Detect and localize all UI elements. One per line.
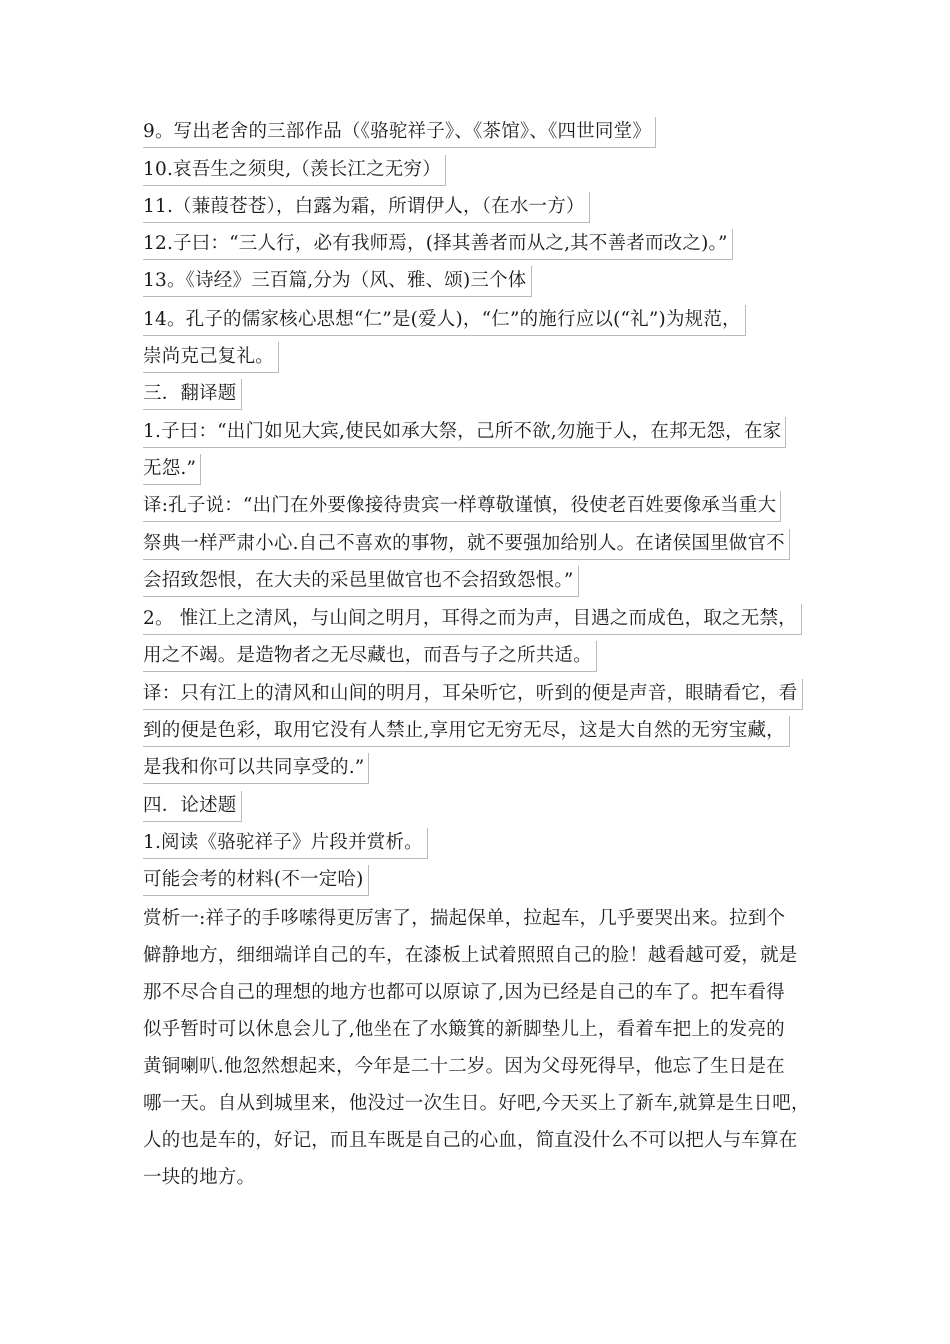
- essay-material-note: 可能会考的材料(不一定哈): [143, 865, 369, 896]
- question-14-line-cont: 崇尚克己复礼。: [143, 342, 279, 373]
- translation-2-answer-line: 到的便是色彩，取用它没有人禁止,享用它无穷无尽，这是大自然的无穷宝藏，: [143, 716, 790, 747]
- translation-1-answer-line: 译:孔子说：“出门在外要像接待贵宾一样尊敬谨慎，役使老百姓要像承当重大: [143, 491, 781, 522]
- question-14-line: 14。孔子的儒家核心思想“仁”是(爱人)，“仁”的施行应以(“礼”)为规范，: [143, 305, 746, 336]
- translation-2-original-line: 2。 惟江上之清风，与山间之明月，耳得之而为声，目遇之而成色，取之无禁，: [143, 604, 802, 635]
- translation-2-answer-line: 译：只有江上的清风和山间的明月，耳朵听它，听到的便是声音，眼睛看它，看: [143, 679, 803, 710]
- question-13-line: 13。《诗经》三百篇,分为（风、雅、颂)三个体: [143, 266, 532, 297]
- question-12-line: 12.子曰：“三人行，必有我师焉，(择其善者而从之,其不善者而改之)。”: [143, 229, 733, 260]
- translation-1-original-line-cont: 无怨.”: [143, 454, 201, 485]
- translation-2-original-line-cont: 用之不竭。是造物者之无尽藏也，而吾与子之所共适。: [143, 641, 597, 672]
- translation-1-answer-line: 祭典一样严肃小心.自己不喜欢的事物，就不要强加给别人。在诸侯国里做官不: [143, 529, 790, 560]
- question-10-line: 10.哀吾生之须臾,（羡长江之无穷）: [143, 155, 446, 186]
- translation-2-answer-line: 是我和你可以共同享受的.”: [143, 753, 369, 784]
- analysis-paragraph-line: 哪一天。自从到城里来，他没过一次生日。好吧,今天买上了新车,就算是生日吧，: [143, 1093, 810, 1114]
- analysis-paragraph-line: 那不尽合自己的理想的地方也都可以原谅了,因为已经是自己的车了。把车看得: [143, 982, 785, 1003]
- analysis-paragraph-line: 一块的地方。: [143, 1167, 256, 1188]
- question-9-line: 9。写出老舍的三部作品（《骆驼祥子》、《茶馆》、《四世同堂》: [143, 117, 656, 148]
- section-essay-title: 四．论述题: [143, 791, 242, 822]
- translation-1-answer-line: 会招致怨恨，在大夫的采邑里做官也不会招致怨恨。”: [143, 566, 579, 597]
- analysis-paragraph-line: 黄铜喇叭.他忽然想起来，今年是二十二岁。因为父母死得早，他忘了生日是在: [143, 1056, 785, 1077]
- analysis-paragraph-line: 僻静地方，细细端详自己的车，在漆板上试着照照自己的脸！越看越可爱，就是: [143, 945, 798, 966]
- analysis-paragraph-line: 人的也是车的，好记，而且车既是自己的心血，简直没什么不可以把人与车算在: [143, 1130, 798, 1151]
- essay-question-line: 1.阅读《骆驼祥子》片段并赏析。: [143, 828, 428, 859]
- analysis-paragraph-line: 赏析一:祥子的手哆嗦得更厉害了，揣起保单，拉起车，几乎要哭出来。拉到个: [143, 908, 786, 929]
- analysis-paragraph-line: 似乎暂时可以休息会儿了,他坐在了水簸箕的新脚垫儿上，看着车把上的发亮的: [143, 1019, 785, 1040]
- translation-1-original-line: 1.子曰：“出门如见大宾,使民如承大祭，己所不欲,勿施于人，在邦无怨，在家: [143, 417, 786, 448]
- question-11-line: 11.（蒹葭苍苍），白露为霜，所谓伊人，（在水一方）: [143, 192, 590, 223]
- section-translation-title: 三．翻译题: [143, 379, 242, 410]
